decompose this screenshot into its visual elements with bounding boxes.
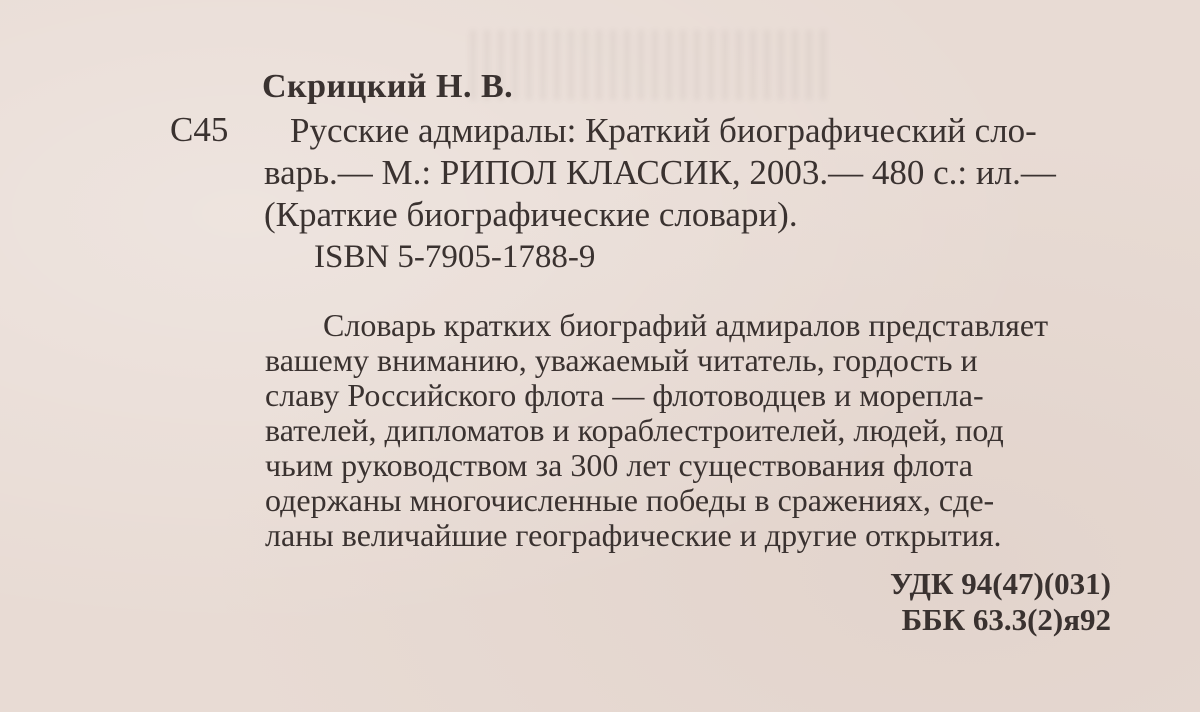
udk-code: УДК 94(47)(031): [890, 566, 1111, 601]
bibliographic-record: [264, 110, 1124, 236]
bbk-code: ББК 63.3(2)я92: [901, 602, 1111, 637]
annotation-paragraph: [265, 308, 1125, 553]
annotation-line: одержаны многочисленные победы в сражениях, сде-: [265, 482, 995, 518]
author-code: С45: [170, 110, 229, 149]
classification-codes: [890, 566, 1111, 638]
annotation-line: ланы величайшие географические и другие открытия.: [265, 517, 1002, 553]
record-line: Русские адмиралы: Краткий биографический сло-: [290, 111, 1037, 150]
bleed-through-ghost: [470, 30, 830, 100]
annotation-line: Словарь кратких биографий адмиралов представляет: [323, 307, 1049, 343]
author-heading: Скрицкий Н. В.: [262, 68, 514, 105]
record-line: варь.— М.: РИПОЛ КЛАССИК, 2003.— 480 с.: ил.—: [264, 153, 1056, 192]
annotation-line: вателей, дипломатов и кораблестроителей, людей, под: [265, 412, 1004, 448]
annotation-line: славу Российского флота — флотоводцев и морепла-: [265, 377, 984, 413]
annotation-line: чьим руководством за 300 лет существования флота: [265, 447, 973, 483]
annotation-line: вашему вниманию, уважаемый читатель, гордость и: [265, 342, 978, 378]
record-line: (Краткие биографические словари).: [264, 195, 798, 234]
isbn-line: ISBN 5-7905-1788-9: [314, 239, 596, 275]
